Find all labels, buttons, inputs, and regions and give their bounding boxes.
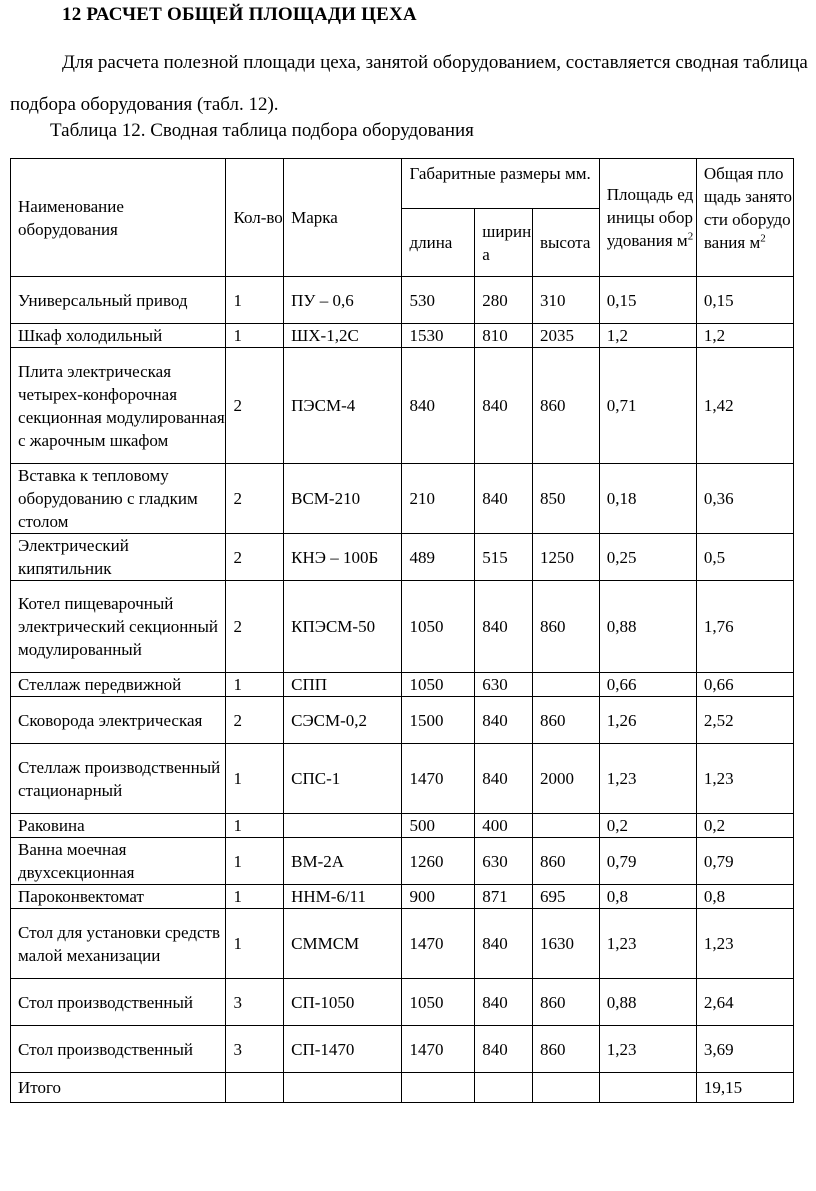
table-row	[11, 744, 794, 814]
cell-total-area: 1,76	[696, 581, 793, 673]
cell-unit-area: 0,88	[599, 979, 696, 1026]
cell-width: 840	[475, 909, 533, 979]
cell-unit-area: 0,71	[599, 348, 696, 464]
intro-paragraph-text: Для расчета полезной площади цеха, занятой оборудованием, составляется сводная таблица подбора оборудования (табл. 12).	[10, 52, 808, 115]
table-row	[11, 909, 794, 979]
cell-brand: СПС-1	[284, 744, 402, 814]
table-row	[11, 581, 794, 673]
total-label: Итого	[11, 1073, 226, 1103]
cell-width: 630	[475, 673, 533, 697]
header-height: высота	[532, 209, 599, 277]
cell-length: 500	[402, 814, 475, 838]
cell-length: 210	[402, 464, 475, 534]
table-row	[11, 697, 794, 744]
cell-qty: 2	[226, 464, 284, 534]
cell-qty: 2	[226, 348, 284, 464]
cell-width: 840	[475, 979, 533, 1026]
cell-name: Стол производственный	[11, 1026, 226, 1073]
cell-unit-area: 0,66	[599, 673, 696, 697]
cell-qty: 2	[226, 697, 284, 744]
table-row	[11, 673, 794, 697]
cell-length: 1050	[402, 979, 475, 1026]
cell-qty: 3	[226, 1026, 284, 1073]
table-row	[11, 814, 794, 838]
cell-total-area: 0,36	[696, 464, 793, 534]
cell-brand: СП-1470	[284, 1026, 402, 1073]
cell-length: 840	[402, 348, 475, 464]
table-row	[11, 979, 794, 1026]
cell-total-area: 3,69	[696, 1026, 793, 1073]
cell-name: Пароконвектомат	[11, 885, 226, 909]
cell-name: Ванна моечная двухсекционная	[11, 838, 226, 885]
table-row	[11, 324, 794, 348]
cell-brand: КНЭ – 100Б	[284, 534, 402, 581]
cell-qty: 1	[226, 673, 284, 697]
cell-unit-area: 0,2	[599, 814, 696, 838]
cell-height	[532, 814, 599, 838]
total-empty-cell	[599, 1073, 696, 1103]
cell-width: 840	[475, 581, 533, 673]
cell-width: 280	[475, 277, 533, 324]
cell-unit-area: 1,23	[599, 1026, 696, 1073]
cell-name: Стол для установки средств малой механизации	[11, 909, 226, 979]
cell-name: Шкаф холодильный	[11, 324, 226, 348]
cell-name: Сковорода электрическая	[11, 697, 226, 744]
total-empty-cell	[226, 1073, 284, 1103]
cell-height: 2035	[532, 324, 599, 348]
cell-length: 1470	[402, 1026, 475, 1073]
cell-length: 489	[402, 534, 475, 581]
header-total-area-sup: 2	[760, 232, 766, 245]
table-row	[11, 1026, 794, 1073]
cell-width: 840	[475, 1026, 533, 1073]
table-row	[11, 885, 794, 909]
cell-height: 695	[532, 885, 599, 909]
cell-height: 850	[532, 464, 599, 534]
header-width: ширина	[475, 209, 533, 277]
header-length: длина	[402, 209, 475, 277]
equipment-table	[10, 158, 794, 1103]
cell-total-area: 0,15	[696, 277, 793, 324]
cell-brand: ПУ – 0,6	[284, 277, 402, 324]
cell-unit-area: 0,15	[599, 277, 696, 324]
cell-height: 310	[532, 277, 599, 324]
total-row	[11, 1073, 794, 1103]
cell-total-area: 0,66	[696, 673, 793, 697]
cell-qty: 1	[226, 885, 284, 909]
table-row	[11, 838, 794, 885]
cell-unit-area: 1,2	[599, 324, 696, 348]
cell-length: 1050	[402, 673, 475, 697]
intro-paragraph	[10, 42, 810, 126]
cell-length: 1470	[402, 909, 475, 979]
cell-total-area: 1,42	[696, 348, 793, 464]
cell-name: Стол производственный	[11, 979, 226, 1026]
header-brand: Марка	[284, 159, 402, 277]
cell-unit-area: 0,18	[599, 464, 696, 534]
cell-width: 400	[475, 814, 533, 838]
cell-qty: 1	[226, 277, 284, 324]
cell-brand: ПЭСМ-4	[284, 348, 402, 464]
cell-total-area: 0,5	[696, 534, 793, 581]
cell-height: 860	[532, 697, 599, 744]
cell-total-area: 0,79	[696, 838, 793, 885]
cell-brand: СП-1050	[284, 979, 402, 1026]
header-total-area	[696, 159, 793, 277]
table-row	[11, 277, 794, 324]
cell-height: 860	[532, 1026, 599, 1073]
table-header	[11, 159, 794, 277]
cell-unit-area: 0,79	[599, 838, 696, 885]
header-qty: Кол-во	[226, 159, 284, 277]
cell-height: 860	[532, 348, 599, 464]
cell-width: 810	[475, 324, 533, 348]
cell-width: 840	[475, 464, 533, 534]
cell-name: Стеллаж производственный стационарный	[11, 744, 226, 814]
cell-qty: 1	[226, 324, 284, 348]
cell-brand: КПЭСМ-50	[284, 581, 402, 673]
cell-qty: 1	[226, 744, 284, 814]
header-unit-area-text: Площадь единицы оборудования м	[606, 185, 694, 250]
cell-height: 860	[532, 838, 599, 885]
table-caption: Таблица 12. Сводная таблица подбора оборудования	[50, 120, 474, 141]
cell-name: Вставка к тепловому оборудованию с гладким столом	[11, 464, 226, 534]
cell-name: Раковина	[11, 814, 226, 838]
table-row	[11, 464, 794, 534]
cell-brand: ВМ-2А	[284, 838, 402, 885]
cell-height: 860	[532, 979, 599, 1026]
header-total-area-text: Общая площадь занятости оборудования м	[703, 164, 793, 252]
cell-unit-area: 1,23	[599, 909, 696, 979]
table-row	[11, 348, 794, 464]
cell-total-area: 1,23	[696, 744, 793, 814]
cell-length: 1260	[402, 838, 475, 885]
cell-total-area: 0,8	[696, 885, 793, 909]
cell-total-area: 1,2	[696, 324, 793, 348]
cell-width: 630	[475, 838, 533, 885]
total-empty-cell	[475, 1073, 533, 1103]
cell-width: 840	[475, 697, 533, 744]
total-value: 19,15	[696, 1073, 793, 1103]
cell-length: 1470	[402, 744, 475, 814]
cell-brand	[284, 814, 402, 838]
cell-brand: СПП	[284, 673, 402, 697]
total-empty-cell	[402, 1073, 475, 1103]
cell-length: 1050	[402, 581, 475, 673]
cell-brand: СЭСМ-0,2	[284, 697, 402, 744]
cell-total-area: 2,52	[696, 697, 793, 744]
cell-height: 860	[532, 581, 599, 673]
section-heading: 12 РАСЧЕТ ОБЩЕЙ ПЛОЩАДИ ЦЕХА	[62, 4, 417, 25]
header-name: Наименование оборудования	[11, 159, 226, 277]
header-unit-area	[599, 159, 696, 277]
cell-qty: 1	[226, 838, 284, 885]
cell-qty: 1	[226, 814, 284, 838]
cell-qty: 2	[226, 534, 284, 581]
cell-unit-area: 1,23	[599, 744, 696, 814]
cell-name: Котел пищеварочный электрический секционный модулированный	[11, 581, 226, 673]
table-body	[11, 277, 794, 1103]
header-dimensions: Габаритные размеры мм.	[402, 159, 599, 209]
cell-unit-area: 0,8	[599, 885, 696, 909]
cell-name: Плита электрическая четырех-конфорочная секционная модулированная с жарочным шкафом	[11, 348, 226, 464]
cell-width: 871	[475, 885, 533, 909]
cell-brand: ВСМ-210	[284, 464, 402, 534]
cell-height: 2000	[532, 744, 599, 814]
cell-total-area: 2,64	[696, 979, 793, 1026]
cell-height	[532, 673, 599, 697]
cell-brand: ШХ-1,2С	[284, 324, 402, 348]
cell-unit-area: 0,88	[599, 581, 696, 673]
total-empty-cell	[532, 1073, 599, 1103]
cell-height: 1250	[532, 534, 599, 581]
cell-width: 840	[475, 744, 533, 814]
cell-length: 900	[402, 885, 475, 909]
cell-total-area: 1,23	[696, 909, 793, 979]
cell-unit-area: 0,25	[599, 534, 696, 581]
cell-name: Универсальный привод	[11, 277, 226, 324]
cell-length: 530	[402, 277, 475, 324]
cell-width: 840	[475, 348, 533, 464]
cell-length: 1530	[402, 324, 475, 348]
total-empty-cell	[284, 1073, 402, 1103]
cell-height: 1630	[532, 909, 599, 979]
cell-qty: 3	[226, 979, 284, 1026]
cell-qty: 1	[226, 909, 284, 979]
cell-width: 515	[475, 534, 533, 581]
cell-brand: ННМ-6/11	[284, 885, 402, 909]
cell-length: 1500	[402, 697, 475, 744]
table-row	[11, 534, 794, 581]
header-unit-area-sup: 2	[687, 230, 694, 243]
cell-name: Стеллаж передвижной	[11, 673, 226, 697]
cell-qty: 2	[226, 581, 284, 673]
cell-unit-area: 1,26	[599, 697, 696, 744]
cell-total-area: 0,2	[696, 814, 793, 838]
cell-name: Электрический кипятильник	[11, 534, 226, 581]
cell-brand: СММСМ	[284, 909, 402, 979]
